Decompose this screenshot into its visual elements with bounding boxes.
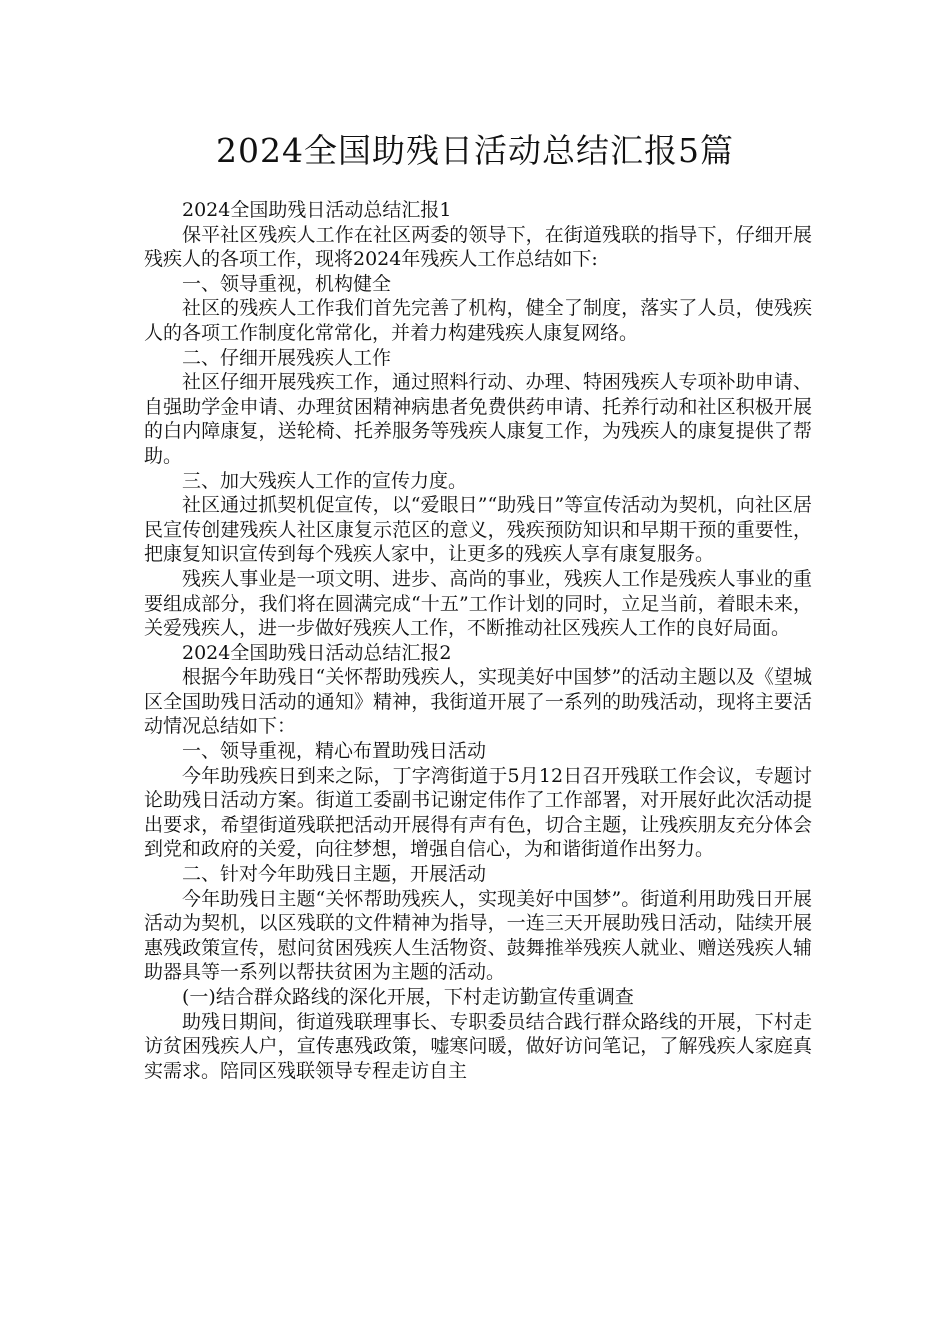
paragraph: 保平社区残疾人工作在社区两委的领导下，在街道残联的指导下，仔细开展残疾人的各项工作，现将2024年残疾人工作总结如下: xyxy=(144,223,812,271)
paragraph: (一)结合群众路线的深化开展，下村走访勤宣传重调查 xyxy=(182,986,634,1008)
paragraph: 残疾人事业是一项文明、进步、高尚的事业，残疾人工作是残疾人事业的重要组成部分，我们将在圆满完成“十五”工作计划的同时，立足当前，着眼未来，关爱残疾人，进一步做好残疾人工作，不断推动社区残疾人工作的良好局面。 xyxy=(144,567,812,640)
paragraph: 社区仔细开展残疾工作，通过照料行动、办理、特困残疾人专项补助申请、自强助学金申请、办理贫困精神病患者免费供药申请、托养行动和社区积极开展的白内障康复，送轮椅、托养服务等残疾人康复工作，为残疾人的康复提供了帮助。 xyxy=(144,371,812,467)
paragraph: 2024全国助残日活动总结汇报2 xyxy=(182,641,452,664)
paragraph: 2024全国助残日活动总结汇报1 xyxy=(182,199,452,221)
paragraph: 助残日期间，街道残联理事长、专职委员结合践行群众路线的开展，下村走访贫困残疾人户，宣传惠残政策，嘘寒问暖，做好访问笔记，了解残疾人家庭真实需求。陪同区残联领导专程走访自主 xyxy=(144,1010,812,1082)
document-title: 2024全国助残日活动总结汇报5篇 xyxy=(216,131,734,170)
paragraph: 一、领导重视，精心布置助残日活动 xyxy=(182,740,487,763)
paragraph: 根据今年助残日“关怀帮助残疾人，实现美好中国梦”的活动主题以及《望城区全国助残日活动的通知》精神，我街道开展了一系列的助残活动，现将主要活动情况总结如下： xyxy=(144,666,812,738)
paragraph: 二、仔细开展残疾人工作 xyxy=(182,346,392,369)
paragraph: 二、针对今年助残日主题，开展活动 xyxy=(182,863,487,886)
paragraph: 今年助残疾日到来之际，丁字湾街道于5月12日召开残联工作会议，专题讨论助残日活动方案。街道工委副书记谢定伟作了工作部署，对开展好此次活动提出要求，希望街道残联把活动开展得有声有色，切合主题，让残疾朋友充分体会到党和政府的关爱，向往梦想，增强自信心，为和谐街道作出努力。 xyxy=(144,764,812,861)
paragraph: 三、加大残疾人工作的宣传力度。 xyxy=(182,469,468,492)
paragraph: 一、领导重视，机构健全 xyxy=(182,272,392,295)
document-body xyxy=(144,198,812,1083)
paragraph: 今年助残日主题“关怀帮助残疾人，实现美好中国梦”。街道利用助残日开展活动为契机，以区残联的文件精神为指导，一连三天开展助残日活动，陆续开展惠残政策宣传，慰问贫困残疾人生活物资、鼓舞推举残疾人就业、赠送残疾人辅助器具等一系列以帮扶贫困为主题的活动。 xyxy=(144,887,812,984)
paragraph: 社区的残疾人工作我们首先完善了机构，健全了制度，落实了人员，使残疾人的各项工作制度化常常化，并着力构建残疾人康复网络。 xyxy=(144,297,812,344)
paragraph: 社区通过抓契机促宣传，以“爱眼日”“助残日”等宣传活动为契机，向社区居民宣传创建残疾人社区康复示范区的意义，残疾预防知识和早期干预的重要性，把康复知识宣传到每个残疾人家中，让更多的残疾人享有康复服务。 xyxy=(144,494,812,566)
